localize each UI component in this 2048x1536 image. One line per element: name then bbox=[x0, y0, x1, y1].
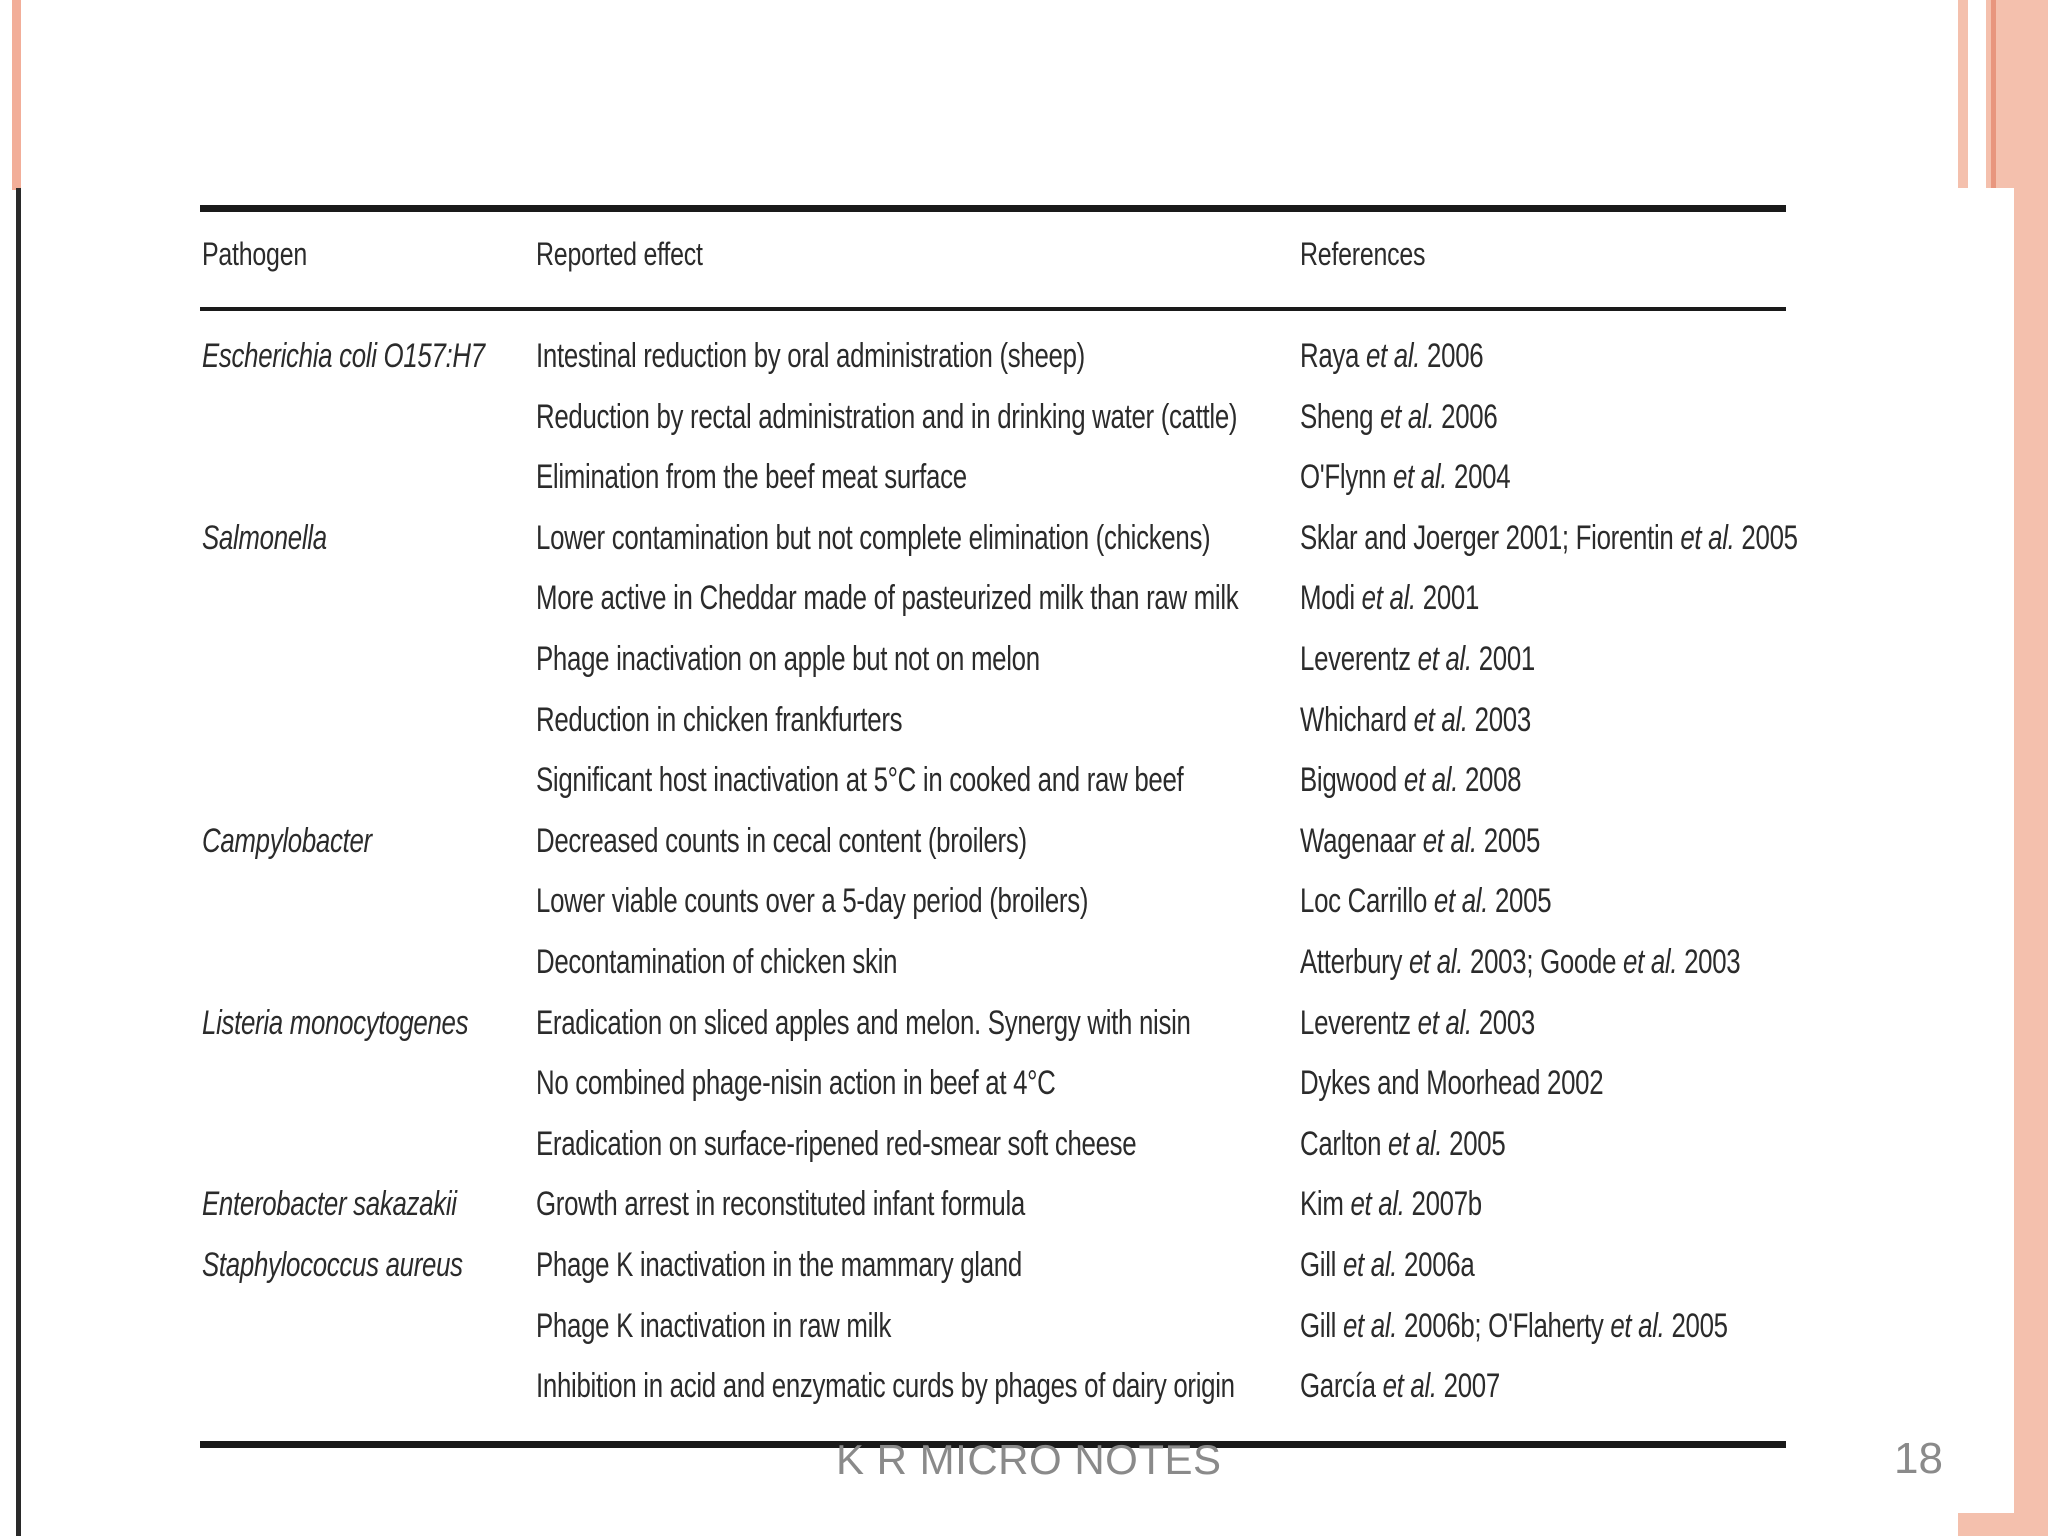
table-row bbox=[200, 881, 1786, 942]
reference-text: Wagenaar bbox=[1300, 821, 1423, 860]
header-references: References bbox=[1300, 236, 1426, 272]
reference-cell bbox=[1300, 1124, 1505, 1164]
effect-cell: More active in Cheddar made of pasteurized milk than raw milk bbox=[536, 579, 1239, 618]
reference-text: 2001 bbox=[1415, 579, 1480, 618]
effect-cell: Reduction in chicken frankfurters bbox=[536, 700, 903, 739]
table-row bbox=[200, 942, 1786, 1003]
reference-text: 2005 bbox=[1442, 1124, 1506, 1163]
reference-etal: et al. bbox=[1342, 1306, 1398, 1345]
reference-text: Loc Carrillo bbox=[1300, 882, 1434, 921]
reference-cell bbox=[1300, 1063, 1603, 1103]
reference-cell bbox=[1300, 336, 1483, 376]
reference-etal: et al. bbox=[1350, 1185, 1405, 1224]
effect-cell: Growth arrest in reconstituted infant formula bbox=[536, 1185, 1026, 1224]
left-border-line bbox=[16, 188, 21, 1536]
reference-text: 2007b bbox=[1404, 1185, 1482, 1224]
effect-cell: Inhibition in acid and enzymatic curds by phages of dairy origin bbox=[536, 1367, 1235, 1406]
reference-etal: et al. bbox=[1433, 882, 1489, 921]
effect-cell: Eradication on sliced apples and melon. Synergy with nisin bbox=[536, 1003, 1191, 1042]
reference-etal: et al. bbox=[1361, 579, 1416, 618]
reference-text: 2006 bbox=[1434, 397, 1498, 436]
effect-cell: Intestinal reduction by oral administration (sheep) bbox=[536, 337, 1085, 375]
footer-title: K R MICRO NOTES bbox=[836, 1436, 1222, 1483]
reference-etal: et al. bbox=[1380, 397, 1435, 436]
table-row bbox=[200, 1306, 1786, 1367]
reference-cell bbox=[1300, 760, 1521, 800]
reference-etal: et al. bbox=[1392, 458, 1448, 497]
reference-cell bbox=[1300, 1184, 1482, 1224]
reference-etal: et al. bbox=[1403, 761, 1459, 800]
reference-etal: et al. bbox=[1388, 1124, 1443, 1163]
table-row bbox=[200, 336, 1786, 397]
reference-text: Sklar and Joerger 2001; Fiorentin bbox=[1300, 518, 1681, 557]
reference-text: García bbox=[1300, 1367, 1383, 1406]
pathogen-cell: Escherichia coli O157:H7 bbox=[202, 337, 485, 375]
pathogen-cell: Campylobacter bbox=[202, 821, 372, 860]
reference-text: 2006b; O'Flaherty bbox=[1397, 1306, 1611, 1345]
table-row bbox=[200, 1124, 1786, 1185]
reference-text: O'Flynn bbox=[1300, 458, 1393, 497]
pathogen-cell: Enterobacter sakazakii bbox=[202, 1185, 457, 1224]
reference-text: Atterbury bbox=[1300, 942, 1409, 981]
reference-cell bbox=[1300, 639, 1535, 679]
right-accent-line bbox=[1991, 0, 1996, 190]
table-row bbox=[200, 821, 1786, 882]
reference-text: 2005 bbox=[1476, 821, 1541, 860]
reference-text: Gill bbox=[1300, 1306, 1343, 1345]
reference-text: 2003 bbox=[1471, 1003, 1535, 1042]
reference-text: 2006 bbox=[1420, 337, 1484, 375]
reference-text: Gill bbox=[1300, 1245, 1343, 1284]
reference-text: Leverentz bbox=[1300, 639, 1418, 678]
table-row bbox=[200, 639, 1786, 700]
reference-cell bbox=[1300, 518, 1798, 558]
reference-cell bbox=[1300, 1003, 1535, 1043]
effect-cell: Lower contamination but not complete elimination (chickens) bbox=[536, 518, 1211, 557]
table-row bbox=[200, 457, 1786, 518]
reference-etal: et al. bbox=[1417, 639, 1472, 678]
reference-etal: et al. bbox=[1610, 1306, 1665, 1345]
reference-text: 2003 bbox=[1467, 700, 1531, 739]
reference-text: 2004 bbox=[1447, 458, 1511, 497]
table-row bbox=[200, 1063, 1786, 1124]
reference-cell bbox=[1300, 942, 1740, 982]
reference-cell bbox=[1300, 700, 1531, 740]
pathogen-cell: Salmonella bbox=[202, 518, 327, 557]
reference-etal: et al. bbox=[1408, 942, 1464, 981]
reference-text: 2006a bbox=[1397, 1245, 1475, 1284]
reference-etal: et al. bbox=[1382, 1367, 1437, 1406]
table-row bbox=[200, 1003, 1786, 1064]
reference-text: Carlton bbox=[1300, 1124, 1389, 1163]
effect-cell: Reduction by rectal administration and in drinking water (cattle) bbox=[536, 397, 1238, 436]
header-pathogen: Pathogen bbox=[202, 236, 308, 272]
left-accent-bar bbox=[12, 0, 21, 190]
table-row bbox=[200, 1366, 1786, 1427]
right-content-edge bbox=[1940, 188, 2014, 1513]
table-row bbox=[200, 1245, 1786, 1306]
reference-etal: et al. bbox=[1417, 1003, 1472, 1042]
pathogen-cell: Staphylococcus aureus bbox=[202, 1245, 463, 1284]
table-row bbox=[200, 760, 1786, 821]
header-reported-effect: Reported effect bbox=[536, 236, 703, 272]
reference-etal: et al. bbox=[1623, 942, 1678, 981]
table-row bbox=[200, 578, 1786, 639]
reference-cell bbox=[1300, 881, 1551, 921]
reference-text: Raya bbox=[1300, 337, 1366, 375]
effect-cell: Elimination from the beef meat surface bbox=[536, 458, 967, 497]
effect-cell: Significant host inactivation at 5°C in cooked and raw beef bbox=[536, 761, 1184, 800]
effect-cell: Decreased counts in cecal content (broilers) bbox=[536, 821, 1027, 860]
table-row bbox=[200, 1184, 1786, 1245]
table-row bbox=[200, 518, 1798, 579]
effect-cell: No combined phage-nisin action in beef at 4°C bbox=[536, 1064, 1056, 1103]
table-header-rule bbox=[200, 307, 1786, 311]
reference-etal: et al. bbox=[1365, 337, 1421, 375]
reference-etal: et al. bbox=[1422, 821, 1477, 860]
reference-cell bbox=[1300, 1306, 1728, 1346]
reference-etal: et al. bbox=[1413, 700, 1468, 739]
page-number: 18 bbox=[1894, 1434, 1943, 1483]
reference-text: Modi bbox=[1300, 579, 1362, 618]
reference-text: 2003; Goode bbox=[1463, 942, 1624, 981]
reference-text: 2005 bbox=[1734, 518, 1798, 557]
table-row bbox=[200, 397, 1786, 458]
reference-cell bbox=[1300, 821, 1540, 861]
effect-cell: Eradication on surface-ripened red-smear soft cheese bbox=[536, 1124, 1137, 1163]
reference-text: Sheng bbox=[1300, 397, 1381, 436]
reference-text: 2007 bbox=[1436, 1367, 1500, 1406]
reference-cell bbox=[1300, 1245, 1474, 1285]
reference-text: 2005 bbox=[1488, 882, 1552, 921]
effect-cell: Phage K inactivation in the mammary gland bbox=[536, 1245, 1022, 1284]
effect-cell: Phage K inactivation in raw milk bbox=[536, 1306, 892, 1345]
table-row bbox=[200, 700, 1786, 761]
effect-cell: Decontamination of chicken skin bbox=[536, 942, 898, 981]
reference-text: Dykes and Moorhead 2002 bbox=[1300, 1064, 1604, 1103]
table-body bbox=[200, 336, 1798, 1427]
reference-text: 2008 bbox=[1458, 761, 1522, 800]
table-top-rule bbox=[200, 205, 1786, 212]
reference-text: Leverentz bbox=[1300, 1003, 1418, 1042]
reference-etal: et al. bbox=[1342, 1245, 1398, 1284]
reference-text: Kim bbox=[1300, 1185, 1351, 1224]
reference-text: 2001 bbox=[1471, 639, 1535, 678]
reference-text: Whichard bbox=[1300, 700, 1414, 739]
right-accent-gap bbox=[1968, 0, 1986, 190]
reference-text: 2005 bbox=[1664, 1306, 1728, 1345]
reference-cell bbox=[1300, 457, 1510, 497]
pathogen-table bbox=[200, 200, 1798, 1450]
reference-cell bbox=[1300, 397, 1497, 437]
effect-cell: Lower viable counts over a 5-day period (broilers) bbox=[536, 882, 1089, 921]
reference-text: 2003 bbox=[1677, 942, 1741, 981]
reference-cell bbox=[1300, 1366, 1500, 1406]
reference-text: Bigwood bbox=[1300, 761, 1404, 800]
reference-etal: et al. bbox=[1680, 518, 1735, 557]
pathogen-cell: Listeria monocytogenes bbox=[202, 1003, 469, 1042]
reference-cell bbox=[1300, 578, 1479, 618]
effect-cell: Phage inactivation on apple but not on melon bbox=[536, 639, 1040, 678]
